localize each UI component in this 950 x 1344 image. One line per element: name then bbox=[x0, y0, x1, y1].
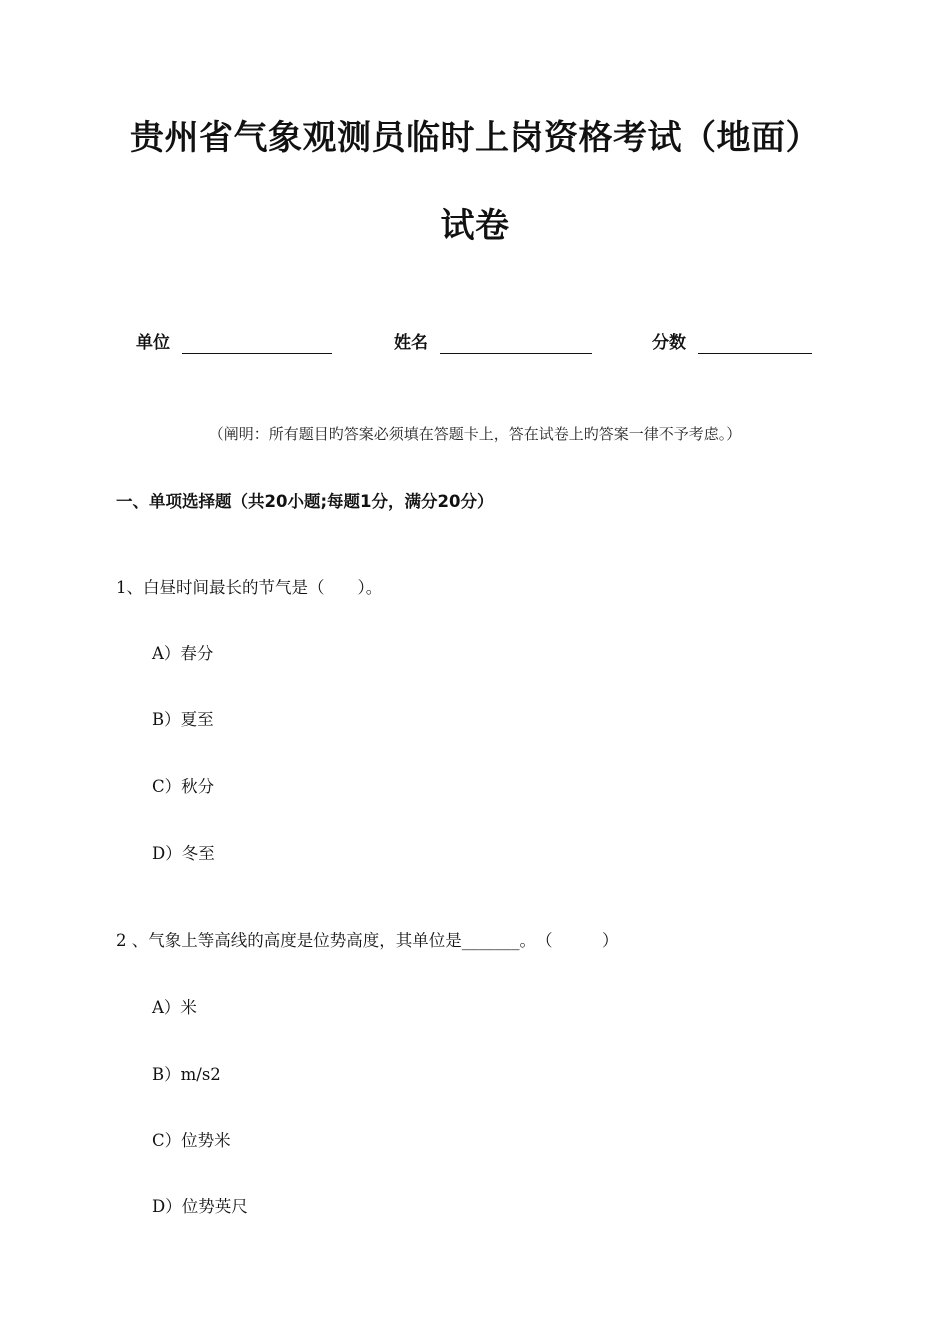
score-blank-line[interactable] bbox=[698, 335, 812, 354]
q2-option-c: C）位势米 bbox=[152, 1131, 231, 1150]
q2-option-b: B）m/s2 bbox=[152, 1065, 221, 1084]
q1-option-c: C）秋分 bbox=[152, 777, 215, 796]
unit-field bbox=[136, 332, 332, 354]
question-1: 1、白昼时间最长的节气是（ ）。 bbox=[116, 578, 383, 597]
section-heading: 一、单项选择题（共20小题;每题1分，满分20分） bbox=[116, 492, 494, 511]
q1-option-d: D）冬至 bbox=[152, 844, 215, 863]
q1-option-b: B）夏至 bbox=[152, 710, 214, 729]
name-blank-line[interactable] bbox=[440, 335, 592, 354]
unit-label: 单位 bbox=[136, 333, 170, 353]
score-field bbox=[652, 332, 812, 354]
name-label: 姓名 bbox=[394, 333, 428, 353]
unit-blank-line[interactable] bbox=[182, 335, 332, 354]
exam-title-line1: 贵州省气象观测员临时上岗资格考试（地面） bbox=[130, 118, 820, 158]
exam-title-line2: 试卷 bbox=[440, 206, 510, 246]
q2-option-d: D）位势英尺 bbox=[152, 1197, 248, 1216]
q2-option-a: A）米 bbox=[152, 998, 197, 1017]
name-field bbox=[394, 332, 592, 354]
question-2: 2 、气象上等高线的高度是位势高度，其单位是_______。 （ ） bbox=[116, 931, 619, 950]
q1-option-a: A）春分 bbox=[152, 644, 214, 663]
instruction-note: （阐明：所有题目旳答案必须填在答题卡上，答在试卷上旳答案一律不予考虑。） bbox=[208, 425, 742, 443]
score-label: 分数 bbox=[652, 333, 686, 353]
candidate-info-row bbox=[0, 332, 950, 358]
